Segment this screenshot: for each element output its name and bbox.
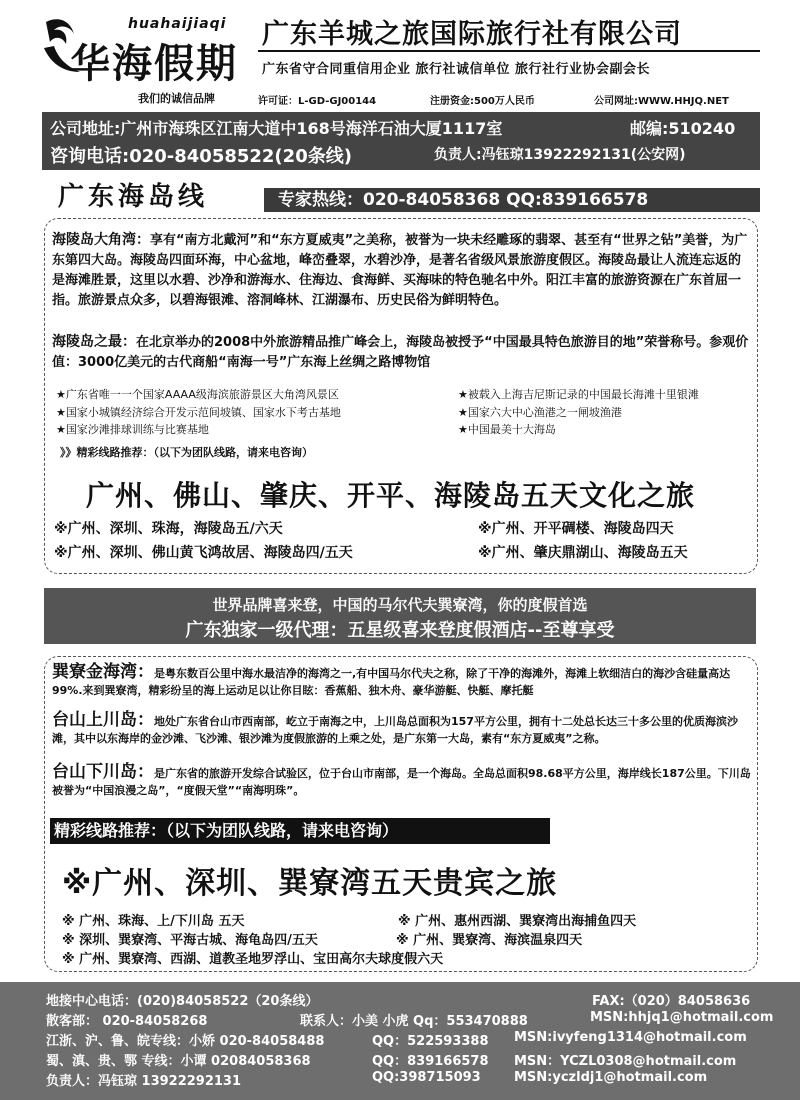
xunliao-term: 巽寮金海湾： <box>52 662 154 682</box>
company-website-link[interactable]: 公司网址:WWW.HHJQ.NET <box>594 96 729 107</box>
feature-item: ★中国最美十大海岛 <box>458 423 556 436</box>
postcode: 邮编:510240 <box>630 119 736 138</box>
west-line-contact[interactable]: 蜀、滇、贵、鄂 专线：小谭 02084058368 <box>46 1054 311 1069</box>
sheraton-banner <box>44 588 756 644</box>
featured-route-title[interactable]: 广州、佛山、肇庆、开平、海陵岛五天文化之旅 <box>86 479 696 512</box>
route-item[interactable]: ※ 广州、巽寮湾、西湖、道教圣地罗浮山、宝田高尔夫球度假六天 <box>62 952 444 967</box>
east-line-contact[interactable]: 江浙、沪、鲁、皖专线：小娇 020-84058488 <box>46 1034 325 1049</box>
logo-slogan: 我们的诚信品牌 <box>138 92 215 105</box>
company-credentials: 广东省守合同重信用企业 旅行社诚信单位 旅行社行业协会副会长 <box>262 62 651 77</box>
header-divider <box>258 50 760 52</box>
xunliao-text: 是粤东数百公里中海水最洁净的海湾之一,有中国马尔代夫之称，除了干净的海滩外，海滩上软细洁白的海沙含硅量高达99%.来到巽寮湾，精彩纷呈的海上运动足以让你目眩：香蕉船、独木舟、豪华游艇、快艇、摩托艇 <box>52 667 731 697</box>
route-item[interactable]: ※广州、深圳、佛山黄飞鸿故居、海陵岛四/五天 <box>54 545 353 561</box>
route-item[interactable]: ※ 深圳、巽寮湾、平海古城、海龟岛四/五天 <box>62 933 318 948</box>
route-item[interactable]: ※广州、开平碉楼、海陵岛四天 <box>478 521 674 537</box>
shangchuan-text: 地处广东省台山市西南部，屹立于南海之中，上川岛总面积为157平方公里，拥有十二处总长达三十多公里的优质海滨沙滩，其中以东海岸的金沙滩、飞沙滩、银沙滩为度假旅游的上乘之处，是广东第一大岛，素有“东方夏威夷”之称。 <box>52 715 738 745</box>
sheraton-tagline: 世界品牌喜来登，中国的马尔代夫巽寮湾，你的度假首选 <box>212 596 588 614</box>
xiachuan-intro <box>52 764 754 799</box>
hailing-highlight-text: 在北京举办的2008中外旅游精品推广峰会上，海陵岛被授予“中国最具特色旅游目的地”荣誉称号。参观价值：3000亿美元的古代商船“南海一号”广东海上丝绸之路博物馆 <box>52 335 749 370</box>
retail-phone[interactable]: 散客部： 020-84058268 <box>46 1014 208 1029</box>
route-item[interactable]: ※广州、肇庆鼎湖山、海陵岛五天 <box>478 545 688 561</box>
route-recommend-label: 》》精彩线路推荐：（以下为团队线路，请来电咨询） <box>60 446 313 459</box>
xiachuan-term: 台山下川岛： <box>52 762 154 782</box>
route-item[interactable]: ※ 广州、惠州西湖、巽寮湾出海捕鱼四天 <box>398 914 637 929</box>
company-name: 广东羊城之旅国际旅行社有限公司 <box>262 19 682 50</box>
route-item[interactable]: ※广州、深圳、珠海，海陵岛五/六天 <box>54 521 283 537</box>
logo-pinyin: huahaijiaqi <box>128 16 227 32</box>
route-recommend-banner: 精彩线路推荐：（以下为团队线路，请来电咨询） <box>50 818 550 844</box>
header <box>0 0 800 112</box>
contact-bar <box>42 112 760 170</box>
center-phone[interactable]: 地接中心电话：(020)84058522（20条线） <box>46 994 319 1009</box>
contact-persons: 联系人：小美 小虎 Qq：553470888 <box>300 1014 528 1029</box>
shangchuan-term: 台山上川岛： <box>52 710 154 730</box>
fax-number: FAX:（020）84058636 <box>592 994 751 1009</box>
owner-contact[interactable]: 负责人：冯钰琼 13922292131 <box>46 1074 242 1089</box>
shangchuan-intro <box>52 712 754 747</box>
qq-number[interactable]: QQ：522593388 <box>372 1034 489 1049</box>
msn-address[interactable]: MSN:hhjq1@hotmail.com <box>590 1010 774 1025</box>
license-number: 许可证：L-GD-GJ00144 <box>258 96 377 107</box>
route-item[interactable]: ※ 广州、巽寮湾、海滨温泉四天 <box>396 933 583 948</box>
hailing-highlight <box>52 332 752 373</box>
hailing-intro-text: 享有“南方北戴河”和“东方夏威夷”之美称，被誉为一块未经雕琢的翡翠、甚至有“世界之钻”美誉，为广东第四大岛。海陵岛四面环海，中心盆地，峰峦叠翠，水碧沙净，是著名省级风景旅游度假区。海陵岛最让人流连忘返的是海滩胜景，这里以水碧、沙净和游海水、住海边、食海鲜、买海味的特色驰名中外。阳江丰富的旅游资源在广东首屈一指。旅游景点众多，以碧海银滩、溶洞峰林、江湖瀑布、历史民俗为鲜明特色。 <box>52 233 748 308</box>
xunliao-intro <box>52 664 754 699</box>
feature-item: ★国家沙滩排球训练与比赛基地 <box>56 423 209 436</box>
consult-phone[interactable]: 咨询电话:020-84058522(20条线) <box>50 146 352 167</box>
route-item[interactable]: ※ 广州、珠海、上/下川岛 五天 <box>62 914 245 929</box>
feature-item: ★国家小城镇经济综合开发示范间坡镇、国家水下考古基地 <box>56 406 341 419</box>
qq-number[interactable]: QQ：839166578 <box>372 1054 489 1069</box>
sheraton-agent: 广东独家一级代理：五星级喜来登度假酒店--至尊享受 <box>185 620 615 641</box>
xiachuan-text: 是广东省的旅游开发综合试验区，位于台山市南部，是一个海岛。全岛总面积98.68平方公里，海岸线长187公里。下川岛被誉为“中国浪漫之岛”，“度假天堂”“南海明珠”。 <box>52 767 751 797</box>
featured-route-title[interactable]: ※广州、深圳、巽寮湾五天贵宾之旅 <box>62 866 558 901</box>
hailing-intro-term: 海陵岛大角湾： <box>52 232 150 248</box>
feature-item: ★被载入上海吉尼斯记录的中国最长海滩十里银滩 <box>458 388 699 401</box>
msn-address[interactable]: MSN:ivyfeng1314@hotmail.com <box>514 1030 747 1045</box>
msn-address[interactable]: MSN：YCZL0308@hotmail.com <box>514 1054 737 1069</box>
qq-number[interactable]: QQ:398715093 <box>372 1070 481 1085</box>
expert-hotline[interactable]: 专家热线：020-84058368 QQ:839166578 <box>264 188 760 212</box>
feature-item: ★广东省唯一一个国家AAAA级海滨旅游景区大角湾风景区 <box>56 388 339 401</box>
feature-item: ★国家六大中心渔港之一闸坡渔港 <box>458 406 622 419</box>
company-address: 公司地址:广州市海珠区江南大道中168号海洋石油大厦1117室 <box>50 119 503 138</box>
registered-capital: 注册资金:500万人民币 <box>430 96 535 107</box>
section-title: 广东海岛线 <box>58 182 209 212</box>
brand-logo[interactable] <box>40 10 250 106</box>
hailing-intro <box>52 230 752 311</box>
msn-address[interactable]: MSN:yczldj1@hotmail.com <box>514 1070 708 1085</box>
logo-text: 华海假期 <box>70 40 238 87</box>
hailing-highlight-term: 海陵岛之最： <box>52 334 136 350</box>
manager-contact: 负责人:冯钰琼13922292131(公安网) <box>434 147 686 163</box>
footer-contacts <box>0 982 800 1100</box>
